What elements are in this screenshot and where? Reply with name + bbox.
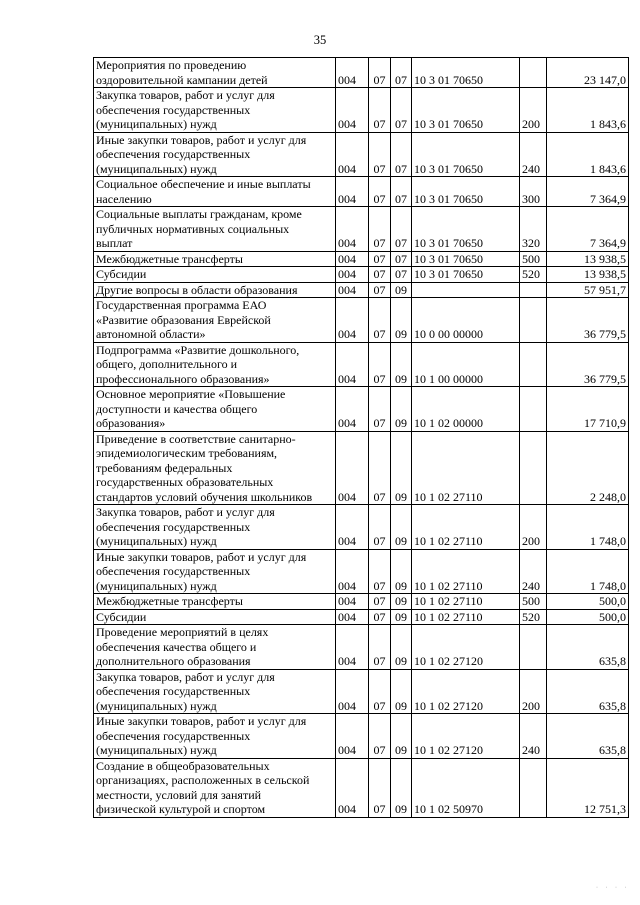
table-row [94, 669, 629, 714]
table-row [94, 282, 629, 298]
table-row [94, 177, 629, 207]
row-subsection-cell: 09 [391, 609, 412, 625]
row-section-cell: 07 [369, 251, 391, 267]
page-number: 35 [313, 33, 327, 47]
row-section-cell: 07 [369, 387, 391, 432]
row-name-cell: Закупка товаров, работ и услуг для обеспечения государственных (муниципальных) нужд [94, 669, 336, 714]
row-type-cell: 240 [520, 549, 547, 594]
table-row [94, 251, 629, 267]
row-amount-cell: 12 751,3 [547, 758, 629, 817]
table-row [94, 132, 629, 177]
table-row [94, 714, 629, 759]
row-amount-cell: 13 938,5 [547, 267, 629, 283]
row-subsection-cell: 09 [391, 758, 412, 817]
row-type-cell [520, 387, 547, 432]
row-target-cell: 10 3 01 70650 [412, 177, 520, 207]
row-name-cell: Другие вопросы в области образования [94, 282, 336, 298]
row-amount-cell: 7 364,9 [547, 177, 629, 207]
row-name-cell: Приведение в соответствие санитарно- эпидемиологическим требованиям, требованиям федеральных государственных образовательных стандартов условий обучения школьников [94, 431, 336, 505]
table-row [94, 298, 629, 343]
row-code-cell: 004 [336, 282, 369, 298]
row-type-cell [520, 342, 547, 387]
row-type-cell: 320 [520, 207, 547, 252]
row-section-cell: 07 [369, 714, 391, 759]
row-subsection-cell: 09 [391, 625, 412, 670]
row-code-cell: 004 [336, 625, 369, 670]
table-row [94, 609, 629, 625]
row-amount-cell: 1 748,0 [547, 549, 629, 594]
row-name-cell: Мероприятия по проведению оздоровительной кампании детей [94, 58, 336, 88]
table-row [94, 342, 629, 387]
row-subsection-cell: 07 [391, 207, 412, 252]
row-target-cell: 10 1 02 00000 [412, 387, 520, 432]
row-target-cell: 10 1 02 27120 [412, 669, 520, 714]
table-row [94, 431, 629, 505]
row-target-cell: 10 3 01 70650 [412, 132, 520, 177]
row-name-cell: Подпрограмма «Развитие дошкольного, общего, дополнительного и профессионального образования» [94, 342, 336, 387]
row-code-cell: 004 [336, 758, 369, 817]
row-subsection-cell: 09 [391, 669, 412, 714]
row-section-cell: 07 [369, 431, 391, 505]
row-type-cell [520, 431, 547, 505]
row-type-cell [520, 282, 547, 298]
row-name-cell: Межбюджетные трансферты [94, 251, 336, 267]
row-amount-cell: 2 248,0 [547, 431, 629, 505]
row-amount-cell: 1 748,0 [547, 505, 629, 550]
row-amount-cell: 1 843,6 [547, 132, 629, 177]
budget-table [93, 57, 629, 818]
table-row [94, 88, 629, 133]
row-amount-cell: 13 938,5 [547, 251, 629, 267]
row-subsection-cell: 07 [391, 177, 412, 207]
row-target-cell: 10 3 01 70650 [412, 267, 520, 283]
row-section-cell: 07 [369, 758, 391, 817]
row-code-cell: 004 [336, 714, 369, 759]
row-section-cell: 07 [369, 625, 391, 670]
table-row [94, 594, 629, 610]
row-target-cell: 10 3 01 70650 [412, 207, 520, 252]
row-subsection-cell: 09 [391, 282, 412, 298]
row-subsection-cell: 07 [391, 251, 412, 267]
row-amount-cell: 17 710,9 [547, 387, 629, 432]
table-row [94, 58, 629, 88]
row-code-cell: 004 [336, 594, 369, 610]
row-target-cell: 10 1 02 50970 [412, 758, 520, 817]
row-section-cell: 07 [369, 342, 391, 387]
row-section-cell: 07 [369, 594, 391, 610]
row-name-cell: Закупка товаров, работ и услуг для обеспечения государственных (муниципальных) нужд [94, 88, 336, 133]
row-amount-cell: 1 843,6 [547, 88, 629, 133]
row-name-cell: Государственная программа ЕАО «Развитие образования Еврейской автономной области» [94, 298, 336, 343]
row-subsection-cell: 09 [391, 714, 412, 759]
row-section-cell: 07 [369, 669, 391, 714]
row-section-cell: 07 [369, 505, 391, 550]
scan-marks: · · · · [596, 885, 630, 891]
row-target-cell: 10 1 02 27120 [412, 714, 520, 759]
row-type-cell [520, 625, 547, 670]
row-type-cell: 240 [520, 714, 547, 759]
row-target-cell: 10 3 01 70650 [412, 251, 520, 267]
row-code-cell: 004 [336, 387, 369, 432]
row-target-cell: 10 1 02 27110 [412, 594, 520, 610]
row-subsection-cell: 09 [391, 298, 412, 343]
row-target-cell: 10 3 01 70650 [412, 58, 520, 88]
table-row [94, 549, 629, 594]
row-amount-cell: 500,0 [547, 594, 629, 610]
row-subsection-cell: 07 [391, 132, 412, 177]
row-amount-cell: 36 779,5 [547, 342, 629, 387]
table-row [94, 267, 629, 283]
row-type-cell: 200 [520, 669, 547, 714]
row-name-cell: Иные закупки товаров, работ и услуг для обеспечения государственных (муниципальных) нужд [94, 714, 336, 759]
row-name-cell: Создание в общеобразовательных организациях, расположенных в сельской местности, условий для занятий физической культурой и спортом [94, 758, 336, 817]
row-type-cell [520, 58, 547, 88]
row-name-cell: Закупка товаров, работ и услуг для обеспечения государственных (муниципальных) нужд [94, 505, 336, 550]
row-code-cell: 004 [336, 549, 369, 594]
table-row [94, 625, 629, 670]
row-code-cell: 004 [336, 505, 369, 550]
row-section-cell: 07 [369, 177, 391, 207]
row-amount-cell: 635,8 [547, 669, 629, 714]
row-target-cell: 10 1 02 27110 [412, 609, 520, 625]
row-section-cell: 07 [369, 549, 391, 594]
row-subsection-cell: 07 [391, 58, 412, 88]
row-subsection-cell: 09 [391, 342, 412, 387]
table-row [94, 505, 629, 550]
row-type-cell: 200 [520, 505, 547, 550]
row-code-cell: 004 [336, 298, 369, 343]
row-target-cell: 10 1 00 00000 [412, 342, 520, 387]
row-subsection-cell: 07 [391, 267, 412, 283]
row-code-cell: 004 [336, 251, 369, 267]
row-code-cell: 004 [336, 431, 369, 505]
row-section-cell: 07 [369, 282, 391, 298]
table-row [94, 387, 629, 432]
row-target-cell: 10 0 00 00000 [412, 298, 520, 343]
row-name-cell: Основное мероприятие «Повышение доступности и качества общего образования» [94, 387, 336, 432]
row-type-cell [520, 298, 547, 343]
budget-table-body [94, 58, 629, 818]
row-code-cell: 004 [336, 207, 369, 252]
row-amount-cell: 36 779,5 [547, 298, 629, 343]
row-type-cell: 240 [520, 132, 547, 177]
row-code-cell: 004 [336, 177, 369, 207]
row-amount-cell: 57 951,7 [547, 282, 629, 298]
row-subsection-cell: 09 [391, 387, 412, 432]
row-subsection-cell: 09 [391, 549, 412, 594]
row-target-cell: 10 1 02 27110 [412, 549, 520, 594]
row-amount-cell: 635,8 [547, 714, 629, 759]
row-target-cell: 10 3 01 70650 [412, 88, 520, 133]
row-section-cell: 07 [369, 88, 391, 133]
row-type-cell: 520 [520, 609, 547, 625]
row-name-cell: Проведение мероприятий в целях обеспечения качества общего и дополнительного образования [94, 625, 336, 670]
row-subsection-cell: 09 [391, 431, 412, 505]
row-amount-cell: 500,0 [547, 609, 629, 625]
row-code-cell: 004 [336, 669, 369, 714]
row-section-cell: 07 [369, 58, 391, 88]
row-target-cell: 10 1 02 27110 [412, 431, 520, 505]
row-name-cell: Иные закупки товаров, работ и услуг для обеспечения государственных (муниципальных) нужд [94, 549, 336, 594]
row-code-cell: 004 [336, 88, 369, 133]
row-name-cell: Иные закупки товаров, работ и услуг для обеспечения государственных (муниципальных) нужд [94, 132, 336, 177]
row-name-cell: Социальное обеспечение и иные выплаты населению [94, 177, 336, 207]
row-subsection-cell: 09 [391, 505, 412, 550]
row-amount-cell: 635,8 [547, 625, 629, 670]
row-type-cell: 500 [520, 251, 547, 267]
row-section-cell: 07 [369, 609, 391, 625]
row-type-cell: 500 [520, 594, 547, 610]
row-type-cell: 520 [520, 267, 547, 283]
row-name-cell: Субсидии [94, 609, 336, 625]
row-target-cell [412, 282, 520, 298]
row-section-cell: 07 [369, 132, 391, 177]
row-type-cell: 300 [520, 177, 547, 207]
row-name-cell: Межбюджетные трансферты [94, 594, 336, 610]
row-amount-cell: 7 364,9 [547, 207, 629, 252]
row-code-cell: 004 [336, 58, 369, 88]
row-section-cell: 07 [369, 207, 391, 252]
row-section-cell: 07 [369, 298, 391, 343]
table-row [94, 758, 629, 817]
row-amount-cell: 23 147,0 [547, 58, 629, 88]
row-target-cell: 10 1 02 27110 [412, 505, 520, 550]
table-row [94, 207, 629, 252]
row-target-cell: 10 1 02 27120 [412, 625, 520, 670]
row-subsection-cell: 07 [391, 88, 412, 133]
row-subsection-cell: 09 [391, 594, 412, 610]
row-code-cell: 004 [336, 267, 369, 283]
row-code-cell: 004 [336, 132, 369, 177]
row-type-cell [520, 758, 547, 817]
row-code-cell: 004 [336, 342, 369, 387]
row-code-cell: 004 [336, 609, 369, 625]
row-name-cell: Субсидии [94, 267, 336, 283]
row-section-cell: 07 [369, 267, 391, 283]
row-name-cell: Социальные выплаты гражданам, кроме публичных нормативных социальных выплат [94, 207, 336, 252]
row-type-cell: 200 [520, 88, 547, 133]
